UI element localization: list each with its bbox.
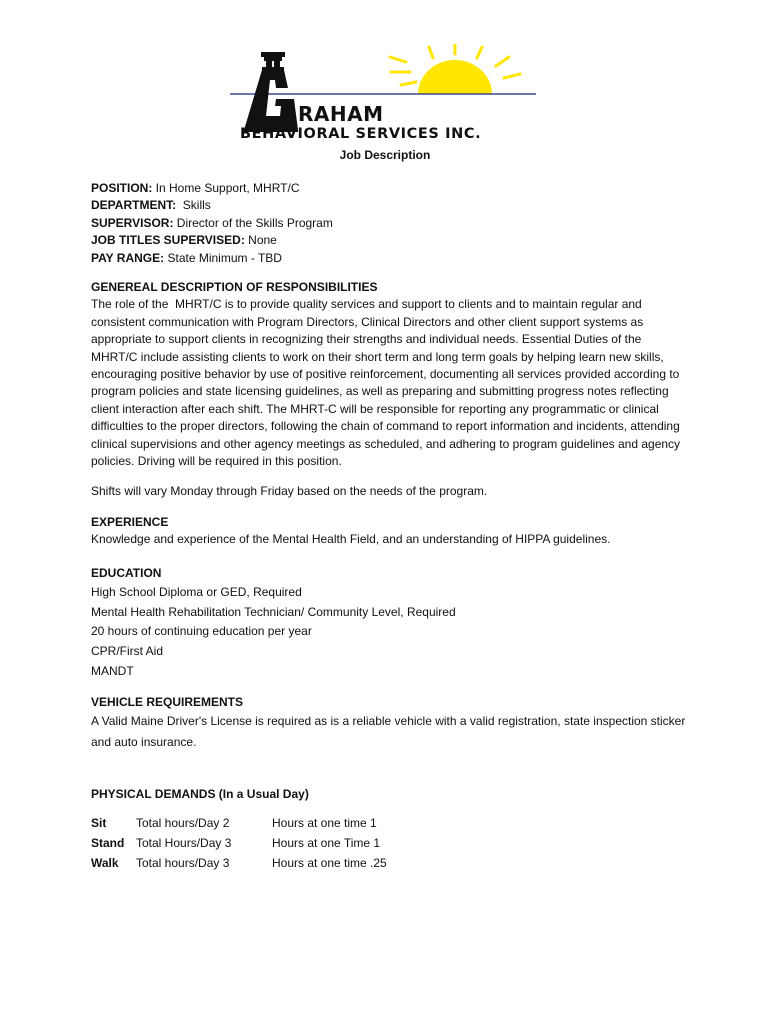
table-row <box>91 815 387 835</box>
document-title: Job Description <box>339 148 431 162</box>
logo-subtitle: BEHAVIORAL SERVICES INC. <box>240 126 482 142</box>
section-title: EDUCATION <box>91 565 162 580</box>
experience-text: Knowledge and experience of the Mental Health Field, and an understanding of HIPPA guidelines. <box>91 532 611 547</box>
experience-section <box>91 514 691 549</box>
vehicle-text: A Valid Maine Driver's License is required as is a reliable vehicle with a valid registration, state inspection sticker and auto insurance. <box>91 714 686 749</box>
section-title: EXPERIENCE <box>91 514 169 529</box>
department-line: DEPARTMENT: Skills <box>91 198 211 213</box>
shifts-text: Shifts will vary Monday through Friday based on the needs of the program. <box>91 483 488 498</box>
education-item: High School Diploma or GED, Required <box>91 584 302 599</box>
general-description-text: The role of the MHRT/C is to provide quality services and support to clients and to maintain regular and consistent communication with Program Directors, Clinical Directors and other client support systems as appropriate to support clients in recognizing their strengths and individual needs. Essential Duties of the MHRT/C include assisting clients to work on their short term and long term goals by helping learn new skills, encouraging positive behavior by use of positive reinforcement, documenting all services provided according to program policies and state licensing guidelines, as well as preparing and submitting progress notes reflecting client interaction after each shift. The MHRT-C will be responsible for reporting any programmatic or clinical difficulties to the proper directors, following the chain of command to report information and incidents, attending clinical supervisions and other agency meetings as scheduled, and adhering to program guidelines and agency policies. Driving will be required in this position. <box>91 297 684 469</box>
physical-demands-section <box>91 786 691 875</box>
section-title: PHYSICAL DEMANDS (In a Usual Day) <box>91 786 309 801</box>
job-header <box>91 180 691 267</box>
hours-at-once-cell: Hours at one Time 1 <box>272 836 381 851</box>
section-title: GENEREAL DESCRIPTION OF RESPONSIBILITIES <box>91 280 378 295</box>
table-row <box>91 835 387 855</box>
job-titles-supervised-line: JOB TITLES SUPERVISED: None <box>91 233 277 248</box>
general-description-section <box>91 279 691 500</box>
education-item: CPR/First Aid <box>91 644 164 659</box>
activity-cell: Walk <box>91 856 119 871</box>
position-line: POSITION: In Home Support, MHRT/C <box>91 181 300 195</box>
section-title: VEHICLE REQUIREMENTS <box>91 694 244 709</box>
total-hours-cell: Total hours/Day 3 <box>136 856 230 871</box>
total-hours-cell: Total Hours/Day 3 <box>136 836 232 851</box>
supervisor-line: SUPERVISOR: Director of the Skills Program <box>91 215 333 230</box>
document-body <box>91 180 691 875</box>
hours-at-once-cell: Hours at one time .25 <box>272 856 387 871</box>
total-hours-cell: Total hours/Day 2 <box>136 816 230 831</box>
pay-range-line: PAY RANGE: State Minimum - TBD <box>91 250 282 265</box>
vehicle-section <box>91 694 691 752</box>
physical-demands-table <box>91 815 387 875</box>
hours-at-once-cell: Hours at one time 1 <box>272 816 377 831</box>
activity-cell: Sit <box>91 816 107 831</box>
activity-cell: Stand <box>91 836 125 851</box>
education-item: MANDT <box>91 663 134 678</box>
table-row <box>91 855 387 875</box>
education-section <box>91 563 691 682</box>
company-logo <box>228 44 538 148</box>
logo-wordmark: RAHAM <box>298 102 384 126</box>
education-item: 20 hours of continuing education per year <box>91 624 312 639</box>
education-item: Mental Health Rehabilitation Technician/ Community Level, Required <box>91 604 456 619</box>
